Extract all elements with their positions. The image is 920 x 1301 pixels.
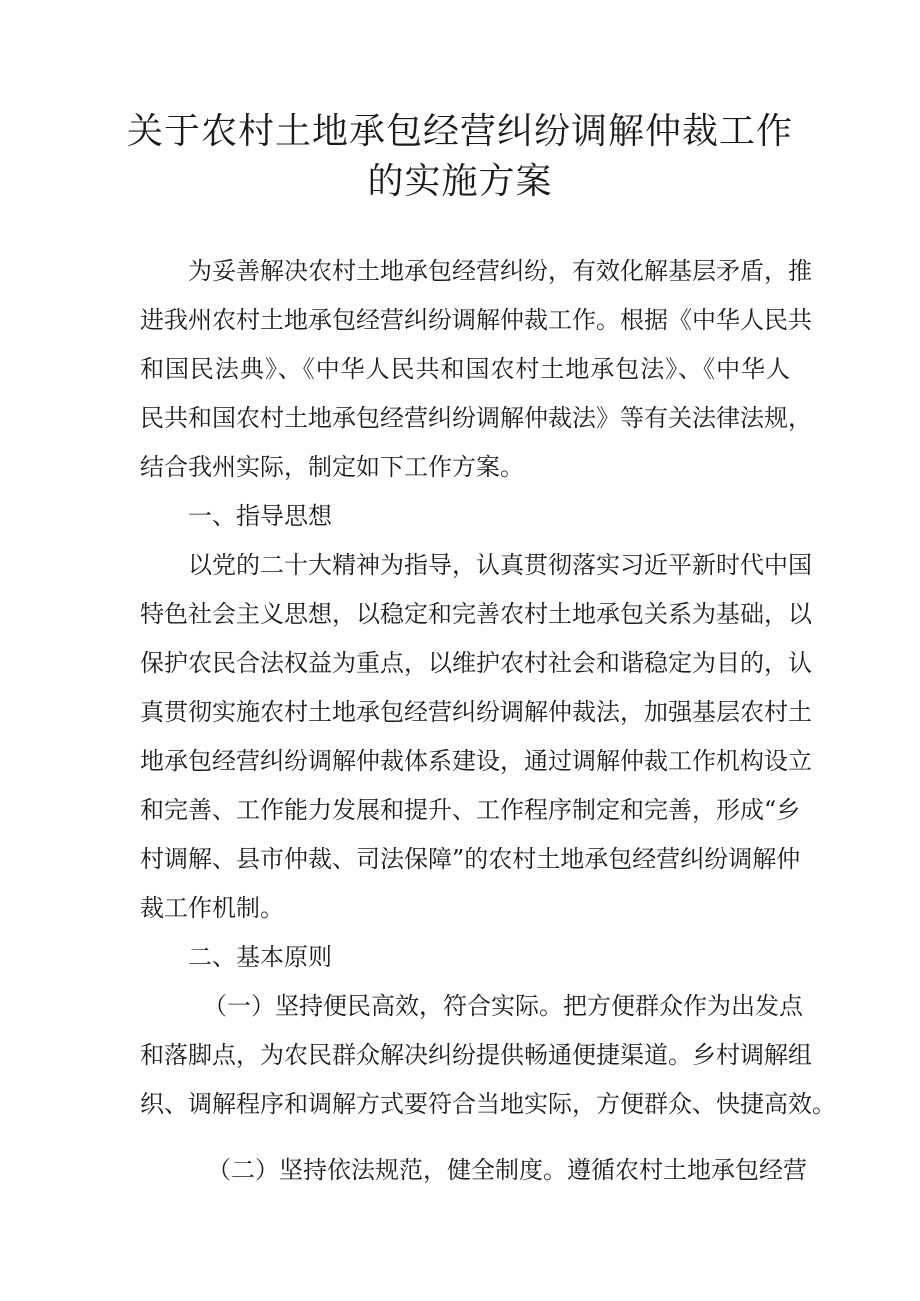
paragraph-line: 以党的二十大精神为指导，认真贯彻落实习近平新时代中国 [188,551,812,579]
section-heading: 二、基本原则 [188,943,332,971]
document-title-line-1: 关于农村土地承包经营纠纷调解仲裁工作 [126,111,793,152]
paragraph-line: 进我州农村土地承包经营纠纷调解仲裁工作。根据《中华人民共 [140,306,812,334]
paragraph-line: 织、调解程序和调解方式要符合当地实际，方便群众、快捷高效。 [140,1090,836,1118]
paragraph-line: 地承包经营纠纷调解仲裁体系建设，通过调解仲裁工作机构设立 [140,747,812,775]
paragraph-line: 裁工作机制。 [140,894,284,922]
section-heading: 一、指导思想 [188,502,332,530]
paragraph-line: 和国民法典》、《中华人民共和国农村土地承包法》、《中华人 [140,355,790,383]
paragraph-line: 民共和国农村土地承包经营纠纷调解仲裁法》等有关法律法规， [140,404,812,432]
paragraph-line: 为妥善解决农村土地承包经营纠纷，有效化解基层矛盾，推 [188,257,812,285]
paragraph-line: （二）坚持依法规范，健全制度。遵循农村土地承包经营 [207,1156,807,1184]
paragraph-line: 真贯彻实施农村土地承包经营纠纷调解仲裁法，加强基层农村土 [140,698,812,726]
paragraph-line: 保护农民合法权益为重点，以维护农村社会和谐稳定为目的，认 [140,649,812,677]
paragraph-line: 村调解、县市仲裁、司法保障”的农村土地承包经营纠纷调解仲 [140,845,801,873]
paragraph-line: 和完善、工作能力发展和提升、工作程序制定和完善，形成“乡 [140,796,801,824]
paragraph-line: 特色社会主义思想，以稳定和完善农村土地承包关系为基础，以 [140,600,812,628]
paragraph-line: （一）坚持便民高效，符合实际。把方便群众作为出发点 [203,992,803,1020]
paragraph-line: 结合我州实际，制定如下工作方案。 [140,453,524,481]
document-title-line-2: 的实施方案 [367,161,553,202]
paragraph-line: 和落脚点，为农民群众解决纠纷提供畅通便捷渠道。乡村调解组 [140,1041,812,1069]
